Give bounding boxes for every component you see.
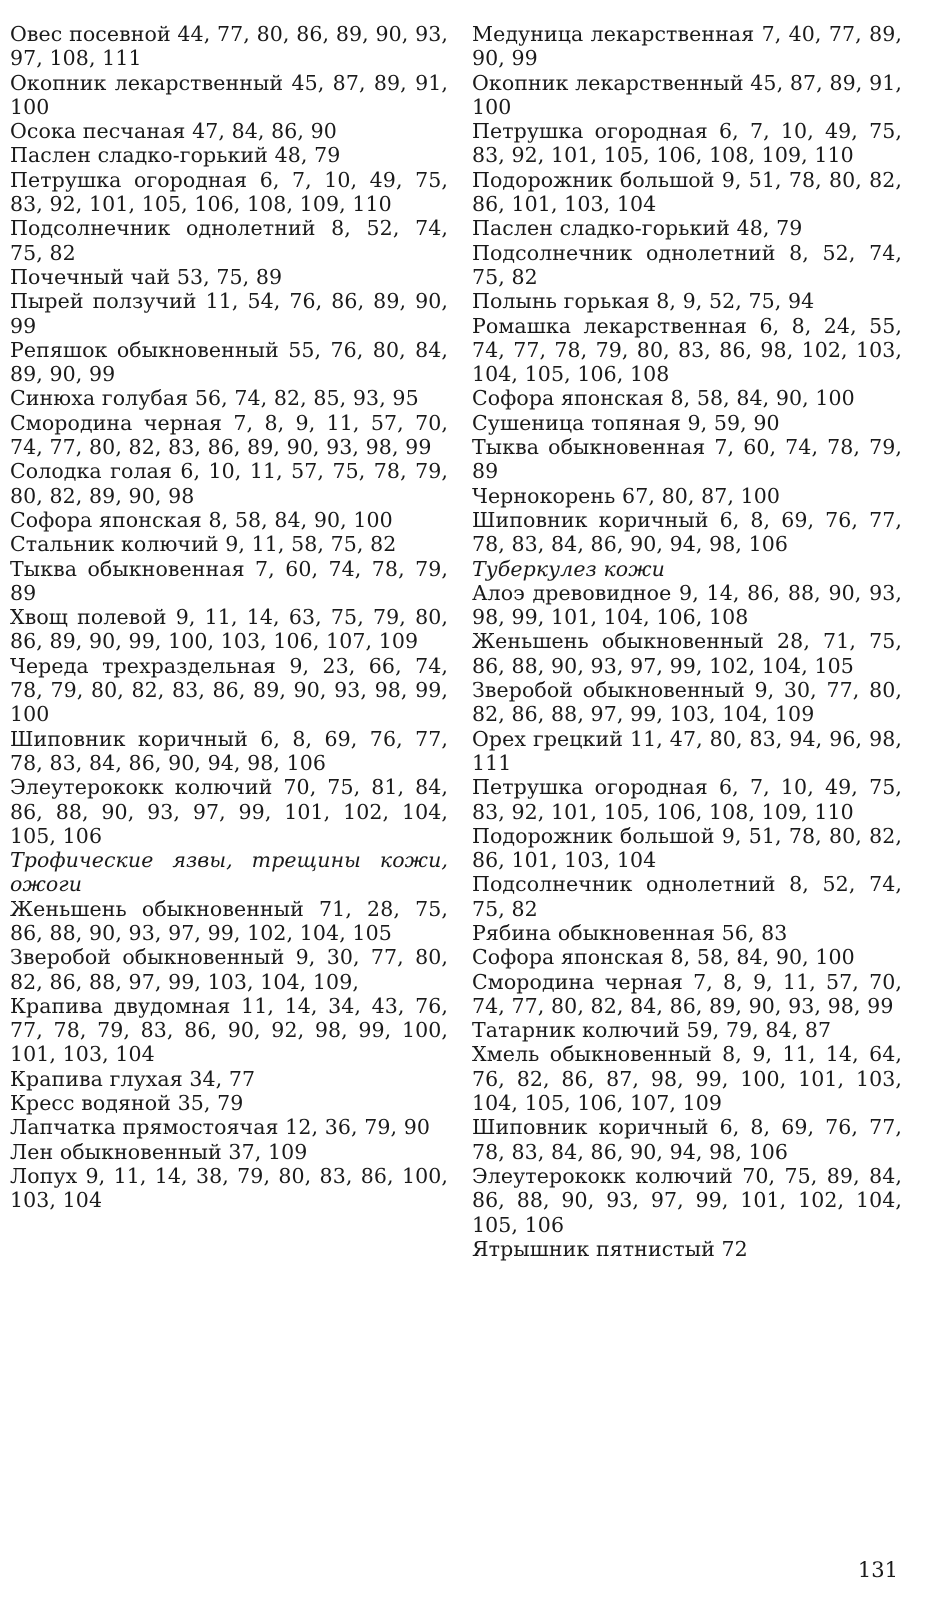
index-entry: Софора японская 8, 58, 84, 90, 100 <box>10 507 393 532</box>
index-entry: Ятрышник пятнистый 72 <box>472 1236 748 1261</box>
index-entry: Солодка голая 6, 10, 11, 57, 75, 78, 79, 80, 82, 89, 90, 98 <box>10 459 448 508</box>
index-entry: Медуница лекарственная 7, 40, 77, 89, 90, 99 <box>472 22 902 71</box>
index-entry: Тыква обыкновенная 7, 60, 74, 78, 79, 89 <box>472 435 902 484</box>
index-entry: Смородина черная 7, 8, 9, 11, 57, 70, 74, 77, 80, 82, 84, 86, 89, 90, 93, 98, 99 <box>472 969 902 1018</box>
index-entry: Подсолнечник однолетний 8, 52, 74, 75, 82 <box>472 872 902 921</box>
index-entry: Женьшень обыкновенный 71, 28, 75, 86, 88, 90, 93, 97, 99, 102, 104, 105 <box>10 896 448 945</box>
index-entry: Женьшень обыкновенный 28, 71, 75, 86, 88, 90, 93, 97, 99, 102, 104, 105 <box>472 629 902 678</box>
index-entry: Овес посевной 44, 77, 80, 86, 89, 90, 93, 97, 108, 111 <box>10 22 448 71</box>
index-entry: Паслен сладко-горький 48, 79 <box>10 143 341 168</box>
page-number: 131 <box>857 1558 898 1582</box>
index-entry: Софора японская 8, 58, 84, 90, 100 <box>472 945 855 970</box>
index-entry: Тыква обыкновенная 7, 60, 74, 78, 79, 89 <box>10 556 448 605</box>
index-entry: Шиповник коричный 6, 8, 69, 76, 77, 78, 83, 84, 86, 90, 94, 98, 106 <box>472 507 902 557</box>
index-entry: Хмель обыкновенный 8, 9, 11, 14, 64, 76, 82, 86, 87, 98, 99, 100, 101, 103, 104, 105, 106, 107, 109 <box>472 1042 902 1116</box>
index-entry: Подорожник большой 9, 51, 78, 80, 82, 86, 101, 103, 104 <box>472 167 902 217</box>
index-entry: Алоэ древовидное 9, 14, 86, 88, 90, 93, 98, 99, 101, 104, 106, 108 <box>472 580 902 630</box>
index-entry: Петрушка огородная 6, 7, 10, 49, 75, 83, 92, 101, 105, 106, 108, 109, 110 <box>472 775 902 824</box>
index-entry: Элеутерококк колючий 70, 75, 89, 84, 86, 88, 90, 93, 97, 99, 101, 102, 104, 105, 106 <box>472 1163 902 1237</box>
section-heading: Туберкулез кожи <box>472 556 665 581</box>
index-entry: Лен обыкновенный 37, 109 <box>10 1139 308 1164</box>
index-entry: Лопух 9, 11, 14, 38, 79, 80, 83, 86, 100, 103, 104 <box>10 1163 448 1213</box>
index-entry: Лапчатка прямостоячая 12, 36, 79, 90 <box>10 1115 431 1140</box>
index-entry: Сушеница топяная 9, 59, 90 <box>472 410 780 435</box>
index-entry: Окопник лекарственный 45, 87, 89, 91, 100 <box>472 70 902 119</box>
index-entry: Паслен сладко-горький 48, 79 <box>472 216 803 241</box>
index-entry: Крапива двудомная 11, 14, 34, 43, 76, 77, 78, 79, 83, 86, 90, 92, 98, 99, 100, 101, 103, 104 <box>10 993 448 1067</box>
index-entry: Чернокорень 67, 80, 87, 100 <box>472 483 781 508</box>
index-entry: Крапива глухая 34, 77 <box>10 1066 256 1091</box>
index-entry: Стальник колючий 9, 11, 58, 75, 82 <box>10 532 397 557</box>
index-entry: Подорожник большой 9, 51, 78, 80, 82, 86, 101, 103, 104 <box>472 823 902 873</box>
index-entry: Татарник колючий 59, 79, 84, 87 <box>472 1018 832 1043</box>
index-entry: Пырей ползучий 11, 54, 76, 86, 89, 90, 99 <box>10 289 448 338</box>
index-entry: Рябина обыкновенная 56, 83 <box>472 920 788 945</box>
index-entry: Подсолнечник однолетний 8, 52, 74, 75, 82 <box>10 216 448 265</box>
section-heading: Трофические язвы, трещины кожи, ожоги <box>10 848 448 897</box>
index-entry: Синюха голубая 56, 74, 82, 85, 93, 95 <box>10 386 419 411</box>
index-entry: Зверобой обыкновенный 9, 30, 77, 80, 82, 86, 88, 97, 99, 103, 104, 109 <box>472 678 902 727</box>
index-entry: Шиповник коричный 6, 8, 69, 76, 77, 78, 83, 84, 86, 90, 94, 98, 106 <box>472 1115 902 1164</box>
index-entry: Орех грецкий 11, 47, 80, 83, 94, 96, 98, 111 <box>472 726 902 775</box>
index-entry: Почечный чай 53, 75, 89 <box>10 264 283 289</box>
index-entry: Петрушка огородная 6, 7, 10, 49, 75, 83, 92, 101, 105, 106, 108, 109, 110 <box>10 167 448 217</box>
index-column-right <box>472 22 902 1261</box>
index-entry: Репяшок обыкновенный 55, 76, 80, 84, 89, 90, 99 <box>10 337 448 387</box>
index-entry: Полынь горькая 8, 9, 52, 75, 94 <box>472 289 815 314</box>
index-entry: Смородина черная 7, 8, 9, 11, 57, 70, 74, 77, 80, 82, 83, 86, 89, 90, 93, 98, 99 <box>10 410 448 460</box>
index-column-left <box>10 22 448 1213</box>
index-entry: Шиповник коричный 6, 8, 69, 76, 77, 78, 83, 84, 86, 90, 94, 98, 106 <box>10 726 448 775</box>
index-entry: Ромашка лекарственная 6, 8, 24, 55, 74, 77, 78, 79, 80, 83, 86, 98, 102, 103, 104, 105, 106, 108 <box>472 313 902 387</box>
index-entry: Зверобой обыкновенный 9, 30, 77, 80, 82, 86, 88, 97, 99, 103, 104, 109, <box>10 945 448 994</box>
index-entry: Осока песчаная 47, 84, 86, 90 <box>10 119 337 144</box>
index-entry: Хвощ полевой 9, 11, 14, 63, 75, 79, 80, 86, 89, 90, 99, 100, 103, 106, 107, 109 <box>10 605 448 654</box>
index-entry: Элеутерококк колючий 70, 75, 81, 84, 86, 88, 90, 93, 97, 99, 101, 102, 104, 105, 106 <box>10 775 448 848</box>
index-entry: Софора японская 8, 58, 84, 90, 100 <box>472 386 855 411</box>
index-entry: Кресс водяной 35, 79 <box>10 1091 244 1116</box>
index-entry: Череда трехраздельная 9, 23, 66, 74, 78, 79, 80, 82, 83, 86, 89, 90, 93, 98, 99, 100 <box>10 653 448 727</box>
index-entry: Петрушка огородная 6, 7, 10, 49, 75, 83, 92, 101, 105, 106, 108, 109, 110 <box>472 119 902 168</box>
index-entry: Подсолнечник однолетний 8, 52, 74, 75, 82 <box>472 240 902 289</box>
index-entry: Окопник лекарственный 45, 87, 89, 91, 100 <box>10 70 448 119</box>
